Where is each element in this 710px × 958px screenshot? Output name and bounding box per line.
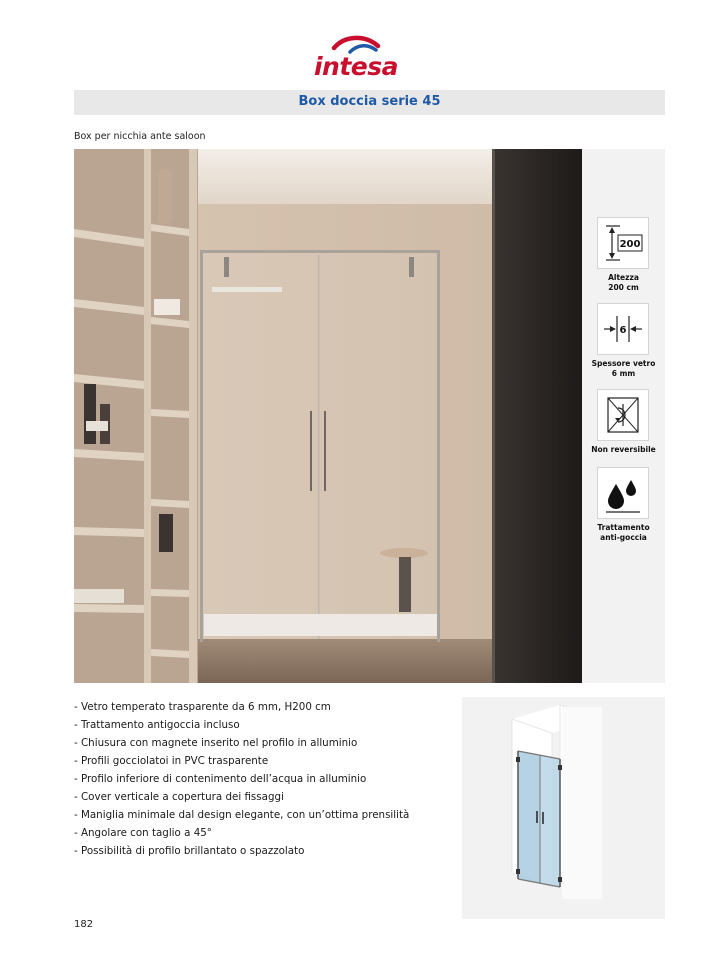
brand-name: intesa — [313, 52, 399, 81]
thickness-value: 6 — [619, 325, 627, 336]
spec-item: - Maniglia minimale dal design elegante, con un’ottima prensilità — [74, 809, 410, 821]
product-photo — [74, 149, 582, 683]
feature-not-reversible-label: Non reversibile — [591, 445, 656, 454]
glass-thickness-icon — [597, 303, 649, 355]
features-panel — [582, 149, 665, 683]
feature-height-label: Altezza 200 cm — [608, 273, 639, 292]
page-title: Box doccia serie 45 — [298, 94, 441, 109]
not-reversible-icon — [597, 389, 649, 441]
feature-anti-drop-label: Trattamento anti-goccia — [597, 523, 650, 542]
spec-item: - Profili gocciolatoi in PVC trasparente — [74, 755, 269, 767]
spec-item: - Trattamento antigoccia incluso — [74, 719, 240, 731]
niche-box-diagram — [462, 697, 665, 919]
title-bar — [74, 90, 665, 115]
height-value: 200 — [619, 239, 641, 250]
spec-item: - Cover verticale a copertura dei fissaggi — [74, 791, 284, 803]
spec-item: - Angolare con taglio a 45° — [74, 827, 212, 839]
specification-list — [74, 698, 409, 860]
spec-item: - Chiusura con magnete inserito nel profilo in alluminio — [74, 737, 358, 749]
spec-item: - Profilo inferiore di contenimento dell’acqua in alluminio — [74, 773, 367, 785]
spec-item: - Vetro temperato trasparente da 6 mm, H200 cm — [74, 701, 331, 713]
spec-item: - Possibilità di profilo brillantato o spazzolato — [74, 845, 305, 857]
product-subtitle: Box per nicchia ante saloon — [74, 131, 206, 142]
page-number: 182 — [74, 919, 94, 930]
shower-scene-illustration — [74, 149, 582, 683]
water-drops-icon — [597, 467, 649, 519]
height-arrow-icon — [597, 217, 649, 269]
feature-glass-thickness-label: Spessore vetro 6 mm — [591, 359, 656, 378]
brand-logo — [300, 34, 412, 84]
installation-diagram — [462, 697, 665, 919]
